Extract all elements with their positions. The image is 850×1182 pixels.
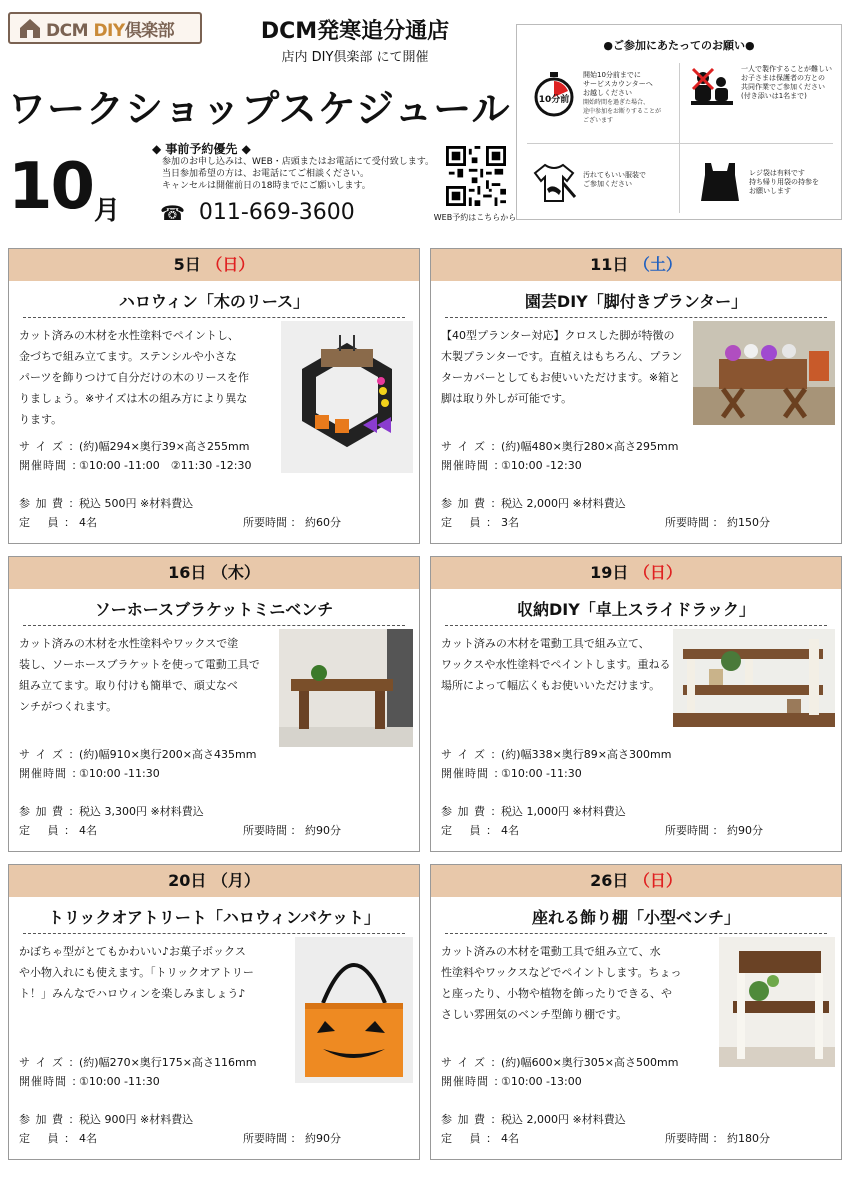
reservation-line: 参加のお申し込みは、WEB・店頭またはお電話にて受付致します。 (162, 157, 435, 167)
workshop-card[interactable] (8, 864, 420, 1160)
notice-title: ●ご参加にあたってのお願い● (603, 39, 755, 52)
time-value: ①10:00 -12:30 (501, 459, 582, 472)
time-label: 開催時間 ： (441, 1075, 506, 1088)
time-value: ①10:00 -11:30 (79, 1075, 160, 1088)
time-label: 開催時間 ： (441, 459, 506, 472)
duration-label: 所要時間 ： (243, 824, 302, 837)
card-title: ハロウィン「木のリース」 (118, 292, 310, 311)
phone-text: 011-669-3600 (198, 200, 355, 225)
card-capacity (19, 1129, 409, 1148)
time-value: ①10:00 -11:30 (79, 767, 160, 780)
card-desc-line: カット済みの木材を電動工具で組み立て、 (441, 637, 650, 650)
dcm-diy-club-logo (8, 12, 202, 44)
duration-label: 所要時間 ： (665, 1132, 724, 1145)
qr-caption: WEB予約はこちらから (433, 213, 517, 222)
size-label: サ イ ズ ： (19, 1056, 81, 1069)
card-title: 収納DIY「卓上スライドラック」 (516, 600, 756, 619)
duration-label: 所要時間 ： (665, 516, 724, 529)
child-parent-icon (689, 65, 735, 111)
workshop-card[interactable] (430, 248, 842, 544)
notice-text: 汚れてもいい服装で ご参加ください (583, 171, 646, 188)
card-capacity (441, 821, 831, 840)
card-date-header (431, 865, 841, 897)
fee-value: 税込 900円 ※材料費込 (79, 1113, 194, 1126)
fee-label: 参 加 費 ： (19, 1113, 81, 1126)
card-weekday: （日） (633, 563, 682, 582)
fee-label: 参 加 費 ： (441, 805, 503, 818)
card-description (441, 941, 681, 1025)
card-description (441, 633, 670, 696)
duration-value: 約90分 (727, 824, 763, 837)
reservation-heading: ◆ 事前予約優先 ◆ (152, 142, 251, 156)
card-day: 11日 (590, 255, 629, 274)
capacity-value: 4名 (501, 1132, 519, 1145)
card-desc-line: さしい雰囲気のベンチ型飾り棚です。 (441, 1008, 628, 1021)
card-capacity (19, 513, 409, 532)
card-date-header (9, 557, 419, 589)
card-fee (441, 802, 626, 821)
card-desc-line: かぼちゃ型がとてもかわいい♪お菓子ボックス (19, 945, 246, 958)
size-value: (約)幅600×奥行305×高さ500mm (501, 1056, 679, 1069)
duration-label: 所要時間 ： (665, 824, 724, 837)
duration-value: 約60分 (305, 516, 341, 529)
size-value: (約)幅294×奥行39×高さ255mm (79, 440, 250, 453)
divider (23, 625, 405, 626)
notice-text: レジ袋は有料です 持ち帰り用袋の持参を お願いします (749, 169, 819, 195)
card-desc-line: 金づちで組み立てます。ステンシルや小さな (19, 350, 237, 363)
notice-box (516, 24, 842, 220)
card-desc-line: 装し、ソーホースブラケットを使って電動工具で (19, 658, 260, 671)
workshop-card[interactable] (430, 556, 842, 852)
duration-label: 所要時間 ： (243, 516, 302, 529)
size-value: (約)幅910×奥行200×高さ435mm (79, 748, 257, 761)
telephone-icon: ☎ (160, 200, 185, 225)
time-label: 開催時間 ： (19, 1075, 84, 1088)
mini-bench-photo (279, 629, 413, 751)
size-value: (約)幅270×奥行175×高さ116mm (79, 1056, 257, 1069)
month-number: 10 (8, 150, 94, 224)
time-label: 開催時間 ： (19, 459, 84, 472)
card-time (19, 764, 160, 783)
duration-value: 約90分 (305, 1132, 341, 1145)
small-bench-photo (719, 937, 835, 1071)
page-title: ワークショップスケジュール (8, 87, 511, 131)
card-desc-line: ト！」みんなでハロウィンを楽しみましょう♪ (19, 987, 246, 1000)
card-day: 19日 (590, 563, 629, 582)
card-size (19, 437, 249, 456)
card-desc-line: カット済みの木材を水性塗料でペイントし、 (19, 329, 239, 342)
fee-value: 税込 2,000円 ※材料費込 (501, 497, 626, 510)
workshop-card[interactable] (8, 556, 420, 852)
time-label: 開催時間 ： (441, 767, 506, 780)
store-name: DCM発寒追分通店 (260, 19, 450, 44)
halloween-wreath-photo (281, 321, 413, 477)
capacity-label: 定 員 ： (441, 824, 498, 837)
card-fee (19, 1110, 193, 1129)
capacity-label: 定 員 ： (19, 824, 76, 837)
venue-text: 店内 DIY倶楽部 にて開催 (281, 50, 429, 65)
size-value: (約)幅338×奥行89×高さ300mm (501, 748, 672, 761)
fee-label: 参 加 費 ： (441, 497, 503, 510)
duration (665, 513, 770, 532)
divider (23, 317, 405, 318)
reservation-line: キャンセルは開催前日の18時までにご願いします。 (162, 181, 371, 191)
card-description (441, 325, 682, 409)
card-desc-line: 場所によって幅広くもお使いいただけます。 (441, 679, 661, 692)
size-label: サ イ ズ ： (19, 440, 81, 453)
duration (665, 821, 763, 840)
capacity-value: 4名 (501, 824, 519, 837)
card-size (19, 745, 256, 764)
capacity-label: 定 員 ： (441, 516, 498, 529)
capacity-value: 4名 (79, 516, 97, 529)
card-fee (19, 802, 204, 821)
fee-label: 参 加 費 ： (441, 1113, 503, 1126)
card-title: 園芸DIY「脚付きプランター」 (524, 292, 748, 311)
capacity-label: 定 員 ： (19, 516, 76, 529)
duration-label: 所要時間 ： (243, 1132, 302, 1145)
size-label: サ イ ズ ： (441, 1056, 503, 1069)
fee-label: 参 加 費 ： (19, 805, 81, 818)
card-time (441, 456, 582, 475)
divider (445, 625, 827, 626)
divider (527, 143, 833, 144)
notice-item (689, 65, 832, 111)
card-size (441, 745, 671, 764)
slide-rack-photo (673, 629, 835, 731)
size-label: サ イ ズ ： (441, 440, 503, 453)
card-day: 20日 (168, 871, 207, 890)
tshirt-icon (531, 159, 577, 205)
time-value: ①10:00 -11:00 ②11:30 -12:30 (79, 459, 252, 472)
card-size (19, 1053, 256, 1072)
month-suffix: 月 (94, 196, 121, 226)
card-size (441, 437, 678, 456)
card-title: ソーホースブラケットミニベンチ (94, 600, 334, 619)
card-desc-line: カット済みの木材を電動工具で組み立て、水 (441, 945, 661, 958)
reservation-line: 当日参加希望の方は、お電話にてご相談ください。 (162, 169, 370, 179)
notice-sub: 開始時間を過ぎた場合、 途中参加をお断りすることが ございます (583, 99, 662, 124)
pumpkin-bucket-photo (295, 937, 413, 1087)
capacity-value: 4名 (79, 1132, 97, 1145)
card-day: 5日 (173, 255, 201, 274)
card-capacity (441, 513, 831, 532)
card-desc-line: パーツを飾りつけて自分だけの木のリースを作 (19, 371, 250, 384)
shopping-bag-icon (697, 157, 743, 203)
stopwatch-icon (531, 71, 577, 117)
qr-code[interactable] (446, 146, 506, 206)
card-day: 16日 (168, 563, 207, 582)
card-weekday: （土） (633, 255, 682, 274)
card-date-header (431, 557, 841, 589)
card-desc-line: ンチがつくれます。 (19, 700, 118, 713)
size-label: サ イ ズ ： (19, 748, 81, 761)
fee-value: 税込 2,000円 ※材料費込 (501, 1113, 626, 1126)
size-label: サ イ ズ ： (441, 748, 503, 761)
card-capacity (19, 821, 409, 840)
notice-item (697, 157, 819, 203)
card-desc-line: ターカバーとしてもお使いいただけます。※箱と (441, 371, 681, 384)
notice-item (531, 71, 661, 125)
card-description (19, 941, 254, 1004)
divider (445, 317, 827, 318)
card-desc-line: と座ったり、小物や植物を飾ったりできる、や (441, 987, 672, 1000)
duration-value: 約90分 (305, 824, 341, 837)
house-icon (18, 17, 42, 39)
card-desc-line: 木製プランターです。直植えはもちろん、プラン (441, 350, 683, 363)
card-time (19, 1072, 160, 1091)
stopwatch-label: 10分前 (538, 95, 570, 105)
card-desc-line: ワックスや水性塗料でペイントします。重ねる (441, 658, 671, 671)
card-desc-line: や小物入れにも使えます。「トリックオアトリー (19, 966, 254, 979)
card-desc-line: ります。 (19, 413, 63, 426)
card-title: 座れる飾り棚「小型ベンチ」 (531, 908, 740, 927)
time-label: 開催時間 ： (19, 767, 84, 780)
card-description (19, 325, 249, 430)
card-fee (19, 494, 193, 513)
card-fee (441, 494, 626, 513)
capacity-value: 4名 (79, 824, 97, 837)
fee-value: 税込 3,300円 ※材料費込 (79, 805, 204, 818)
duration (243, 1129, 341, 1148)
capacity-label: 定 員 ： (19, 1132, 76, 1145)
workshop-card[interactable] (8, 248, 420, 544)
time-value: ①10:00 -11:30 (501, 767, 582, 780)
duration-value: 約150分 (727, 516, 770, 529)
card-fee (441, 1110, 626, 1129)
size-value: (約)幅480×奥行280×高さ295mm (501, 440, 679, 453)
card-weekday: （日） (206, 255, 255, 274)
card-desc-line: 性塗料やワックスなどでペイントします。ちょっ (441, 966, 682, 979)
time-value: ①10:00 -13:00 (501, 1075, 582, 1088)
card-desc-line: 組み立てます。取り付けも簡単で、頑丈なベ (19, 679, 238, 692)
card-day: 26日 (590, 871, 629, 890)
divider (23, 933, 405, 934)
card-size (441, 1053, 678, 1072)
card-time (441, 1072, 582, 1091)
card-desc-line: 【40型プランター対応】クロスした脚が特徴の (441, 329, 675, 342)
card-date-header (9, 865, 419, 897)
card-date-header (431, 249, 841, 281)
card-date-header (9, 249, 419, 281)
divider (679, 63, 680, 213)
notice-item (531, 159, 646, 205)
card-weekday: （木） (211, 563, 260, 582)
notice-text: 一人で製作することが難しい お子さまは保護者の方との 共同作業でご参加ください (付き添いは1名まで) (741, 65, 832, 100)
duration-value: 約180分 (727, 1132, 770, 1145)
planter-photo (693, 321, 835, 429)
card-desc-line: カット済みの木材を水性塗料やワックスで塗 (19, 637, 239, 650)
fee-label: 参 加 費 ： (19, 497, 81, 510)
card-description (19, 633, 260, 717)
card-title: トリックオアトリート「ハロウィンバケット」 (47, 908, 380, 927)
card-weekday: （月） (211, 871, 260, 890)
duration (665, 1129, 770, 1148)
fee-value: 税込 1,000円 ※材料費込 (501, 805, 626, 818)
phone-number[interactable] (160, 200, 355, 225)
card-capacity (441, 1129, 831, 1148)
card-time (441, 764, 582, 783)
divider (445, 933, 827, 934)
reservation-notes (162, 156, 442, 192)
duration (243, 513, 341, 532)
capacity-value: 3名 (501, 516, 519, 529)
capacity-label: 定 員 ： (441, 1132, 498, 1145)
card-time (19, 456, 251, 475)
logo-text: DCM DIY倶楽部 (46, 20, 175, 41)
fee-value: 税込 500円 ※材料費込 (79, 497, 194, 510)
duration (243, 821, 341, 840)
notice-text (583, 71, 661, 125)
notice-main: 開始10分前までに サービスカウンターへ お越しください (583, 71, 653, 97)
workshop-card[interactable] (430, 864, 842, 1160)
card-desc-line: 脚は取り外しが可能です。 (441, 392, 573, 405)
card-desc-line: りましょう。※サイズは木の組み方により異な (19, 392, 248, 405)
card-weekday: （日） (633, 871, 682, 890)
